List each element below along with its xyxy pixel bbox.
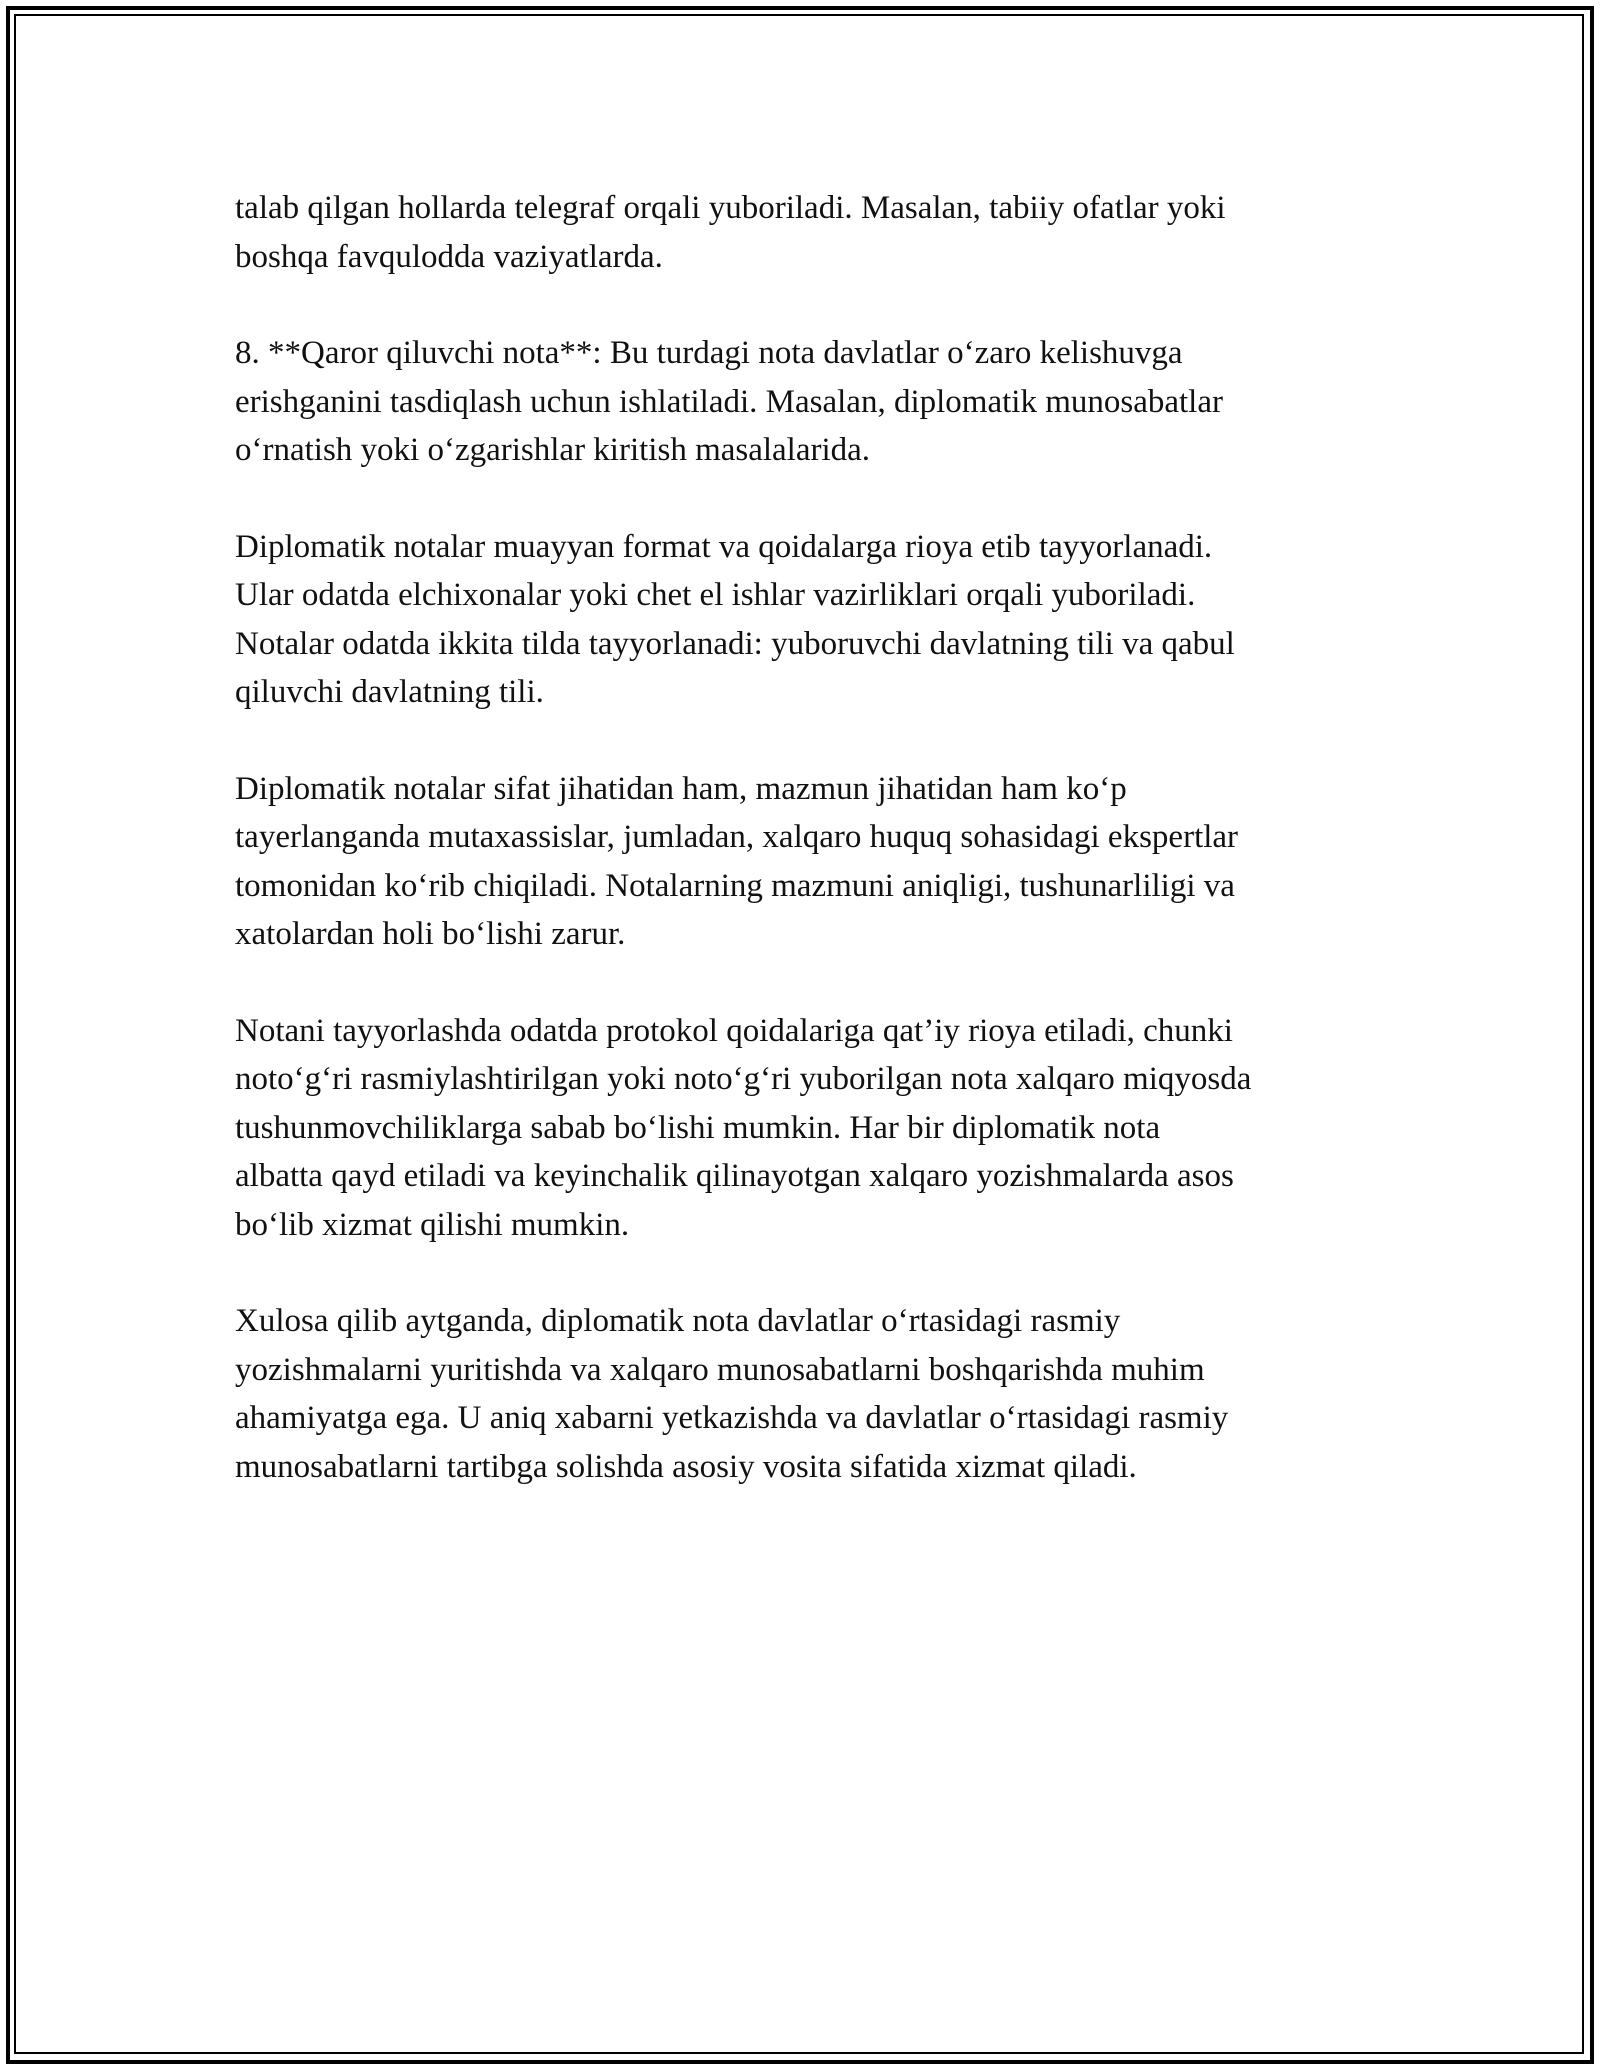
paragraph-qaror-qiluvchi-nota: 8. **Qaror qiluvchi nota**: Bu turdagi nota davlatlar o‘zaro kelishuvga erishganini tasdiqlash uchun ishlatiladi. Masalan, diplomatik munosabatlar o‘rnatish yoki o‘zgarishlar kiritish masalalarida. [235, 335, 1223, 468]
paragraph-telegraf: talab qilgan hollarda telegraf orqali yuboriladi. Masalan, tabiiy ofatlar yoki boshqa favqulodda vaziyatlarda. [235, 190, 1226, 275]
paragraph-format-qoidalar: Diplomatik notalar muayyan format va qoidalarga rioya etib tayyorlanadi. Ular odatda elchixonalar yoki chet el ishlar vazirliklari orqali yuboriladi. Notalar odatda ikkita tilda tayyorlanadi: yuboruvchi davlatning tili va qabul qiluvchi davlatning tili. [235, 528, 1235, 710]
paragraph-protokol: Notani tayyorlashda odatda protokol qoidalariga qat’iy rioya etiladi, chunki noto‘g‘ri rasmiylashtirilgan yoki noto‘g‘ri yuborilgan nota xalqaro miqyosda tushunmovchiliklarga sabab bo‘lishi mumkin. Har bir diplomatik nota albatta qayd etiladi va keyinchalik qilinayotgan xalqaro yozishmalarda asos bo‘lib xizmat qilishi mumkin. [235, 1012, 1252, 1243]
paragraph-ekspertlar: Diplomatik notalar sifat jihatidan ham, mazmun jihatidan ham ko‘p tayerlanganda mutaxassislar, jumladan, xalqaro huquq sohasidagi ekspertlar tomonidan ko‘rib chiqiladi. Notalarning mazmuni aniqligi, tushunarliligi va xatolardan holi bo‘lishi zarur. [235, 770, 1239, 952]
paragraph-xulosa: Xulosa qilib aytganda, diplomatik nota davlatlar o‘rtasidagi rasmiy yozishmalarni yuritishda va xalqaro munosabatlarni boshqarishda muhim ahamiyatga ega. U aniq xabarni yetkazishda va davlatlar o‘rtasidagi rasmiy munosabatlarni tartibga solishda asosiy vosita sifatida xizmat qiladi. [235, 1303, 1229, 1485]
document-body [235, 184, 1385, 1539]
